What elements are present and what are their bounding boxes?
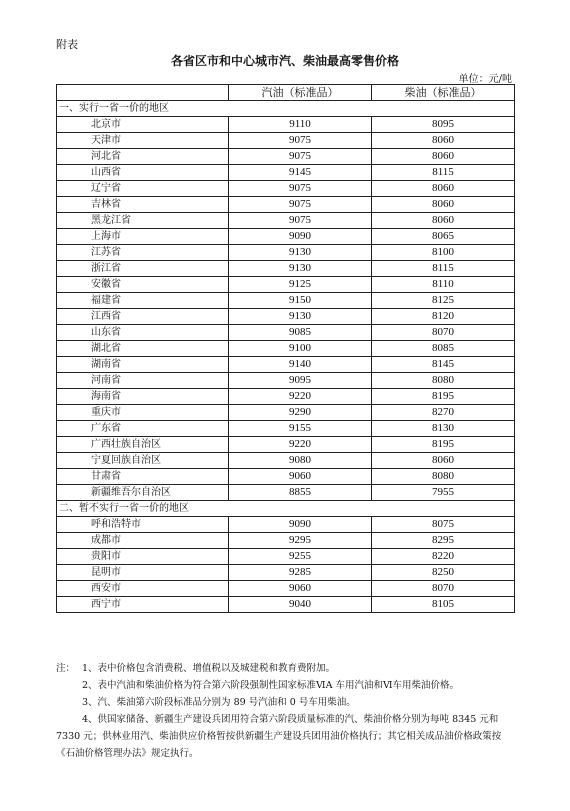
diesel-price-cell: 8085 xyxy=(372,341,515,357)
diesel-price-cell: 8070 xyxy=(372,581,515,597)
table-row xyxy=(57,341,515,357)
gasoline-price-cell: 9060 xyxy=(229,469,372,485)
gasoline-price-cell: 9155 xyxy=(229,421,372,437)
region-cell: 上海市 xyxy=(57,229,229,245)
table-body xyxy=(57,101,515,613)
gasoline-price-cell: 9060 xyxy=(229,581,372,597)
diesel-price-cell: 8250 xyxy=(372,565,515,581)
gasoline-price-cell: 9085 xyxy=(229,325,372,341)
gasoline-price-cell: 9075 xyxy=(229,213,372,229)
table-row xyxy=(57,437,515,453)
region-cell: 西宁市 xyxy=(57,597,229,613)
table-row xyxy=(57,213,515,229)
diesel-price-cell: 8195 xyxy=(372,389,515,405)
region-cell: 福建省 xyxy=(57,293,229,309)
diesel-price-cell: 8075 xyxy=(372,517,515,533)
region-cell: 海南省 xyxy=(57,389,229,405)
diesel-price-cell: 8060 xyxy=(372,149,515,165)
gasoline-price-cell: 9140 xyxy=(229,357,372,373)
region-cell: 吉林省 xyxy=(57,197,229,213)
table-row xyxy=(57,117,515,133)
price-table xyxy=(56,84,515,613)
table-row xyxy=(57,149,515,165)
region-cell: 黑龙江省 xyxy=(57,213,229,229)
diesel-price-cell: 8080 xyxy=(372,373,515,389)
region-cell: 河北省 xyxy=(57,149,229,165)
section-title: 一、实行一省一价的地区 xyxy=(57,101,515,117)
table-row xyxy=(57,565,515,581)
diesel-price-cell: 8080 xyxy=(372,469,515,485)
table-row xyxy=(57,421,515,437)
region-cell: 新疆维吾尔自治区 xyxy=(57,485,229,501)
diesel-price-cell: 8130 xyxy=(372,421,515,437)
table-row xyxy=(57,581,515,597)
region-cell: 成都市 xyxy=(57,533,229,549)
region-cell: 北京市 xyxy=(57,117,229,133)
gasoline-price-cell: 9080 xyxy=(229,453,372,469)
region-cell: 贵阳市 xyxy=(57,549,229,565)
region-cell: 呼和浩特市 xyxy=(57,517,229,533)
section-header-row xyxy=(57,501,515,517)
gasoline-price-cell: 9145 xyxy=(229,165,372,181)
region-cell: 湖北省 xyxy=(57,341,229,357)
table-row xyxy=(57,485,515,501)
gasoline-price-cell: 9110 xyxy=(229,117,372,133)
header-region xyxy=(57,85,229,101)
diesel-price-cell: 8115 xyxy=(372,165,515,181)
gasoline-price-cell: 8855 xyxy=(229,485,372,501)
gasoline-price-cell: 9290 xyxy=(229,405,372,421)
table-header-row xyxy=(57,85,515,101)
unit-label: 单位：元/吨 xyxy=(458,74,512,85)
note-1: 注： 1、表中价格包含消费税、增值税以及城建税和教育费附加。 xyxy=(56,660,516,677)
table-row xyxy=(57,133,515,149)
table-row xyxy=(57,229,515,245)
table-row xyxy=(57,245,515,261)
region-cell: 湖南省 xyxy=(57,357,229,373)
table-row xyxy=(57,453,515,469)
diesel-price-cell: 8110 xyxy=(372,277,515,293)
table-row xyxy=(57,549,515,565)
region-cell: 安徽省 xyxy=(57,277,229,293)
gasoline-price-cell: 9090 xyxy=(229,229,372,245)
diesel-price-cell: 8100 xyxy=(372,245,515,261)
region-cell: 广东省 xyxy=(57,421,229,437)
diesel-price-cell: 8125 xyxy=(372,293,515,309)
table-row xyxy=(57,357,515,373)
diesel-price-cell: 8060 xyxy=(372,453,515,469)
gasoline-price-cell: 9075 xyxy=(229,133,372,149)
region-cell: 江西省 xyxy=(57,309,229,325)
header-gasoline: 汽油（标准品） xyxy=(229,85,372,101)
note-2: 2、表中汽油和柴油价格为符合第六阶段强制性国家标准ⅥA 车用汽油和Ⅵ车用柴油价格。 xyxy=(82,680,460,691)
region-cell: 辽宁省 xyxy=(57,181,229,197)
gasoline-price-cell: 9295 xyxy=(229,533,372,549)
gasoline-price-cell: 9130 xyxy=(229,261,372,277)
region-cell: 山西省 xyxy=(57,165,229,181)
gasoline-price-cell: 9130 xyxy=(229,245,372,261)
diesel-price-cell: 8065 xyxy=(372,229,515,245)
diesel-price-cell: 8060 xyxy=(372,133,515,149)
table-row xyxy=(57,469,515,485)
note-lead: 注： xyxy=(56,663,76,674)
region-cell: 天津市 xyxy=(57,133,229,149)
gasoline-price-cell: 9075 xyxy=(229,149,372,165)
table-row xyxy=(57,517,515,533)
region-cell: 山东省 xyxy=(57,325,229,341)
table-row xyxy=(57,277,515,293)
note-3: 3、汽、柴油第六阶段标准品分别为 89 号汽油和 0 号车用柴油。 xyxy=(82,697,356,708)
note-4: 4、供国家储备、新疆生产建设兵团用符合第六阶段质量标准的汽、柴油价格分别为每吨 8345 元和 7330 元；供林业用汽、柴油供应价格暂按供新疆生产建设兵团用油价格执行；其它相关成品油价格政策按《石油价格管理办法》规定执行。 xyxy=(56,714,502,759)
diesel-price-cell: 8060 xyxy=(372,197,515,213)
region-cell: 浙江省 xyxy=(57,261,229,277)
diesel-price-cell: 8105 xyxy=(372,597,515,613)
table-row xyxy=(57,197,515,213)
gasoline-price-cell: 9150 xyxy=(229,293,372,309)
gasoline-price-cell: 9285 xyxy=(229,565,372,581)
diesel-price-cell: 8220 xyxy=(372,549,515,565)
section-title: 二、暂不实行一省一价的地区 xyxy=(57,501,515,517)
gasoline-price-cell: 9090 xyxy=(229,517,372,533)
table-row xyxy=(57,373,515,389)
diesel-price-cell: 8070 xyxy=(372,325,515,341)
table-row xyxy=(57,597,515,613)
region-cell: 重庆市 xyxy=(57,405,229,421)
diesel-price-cell: 8095 xyxy=(372,117,515,133)
region-cell: 西安市 xyxy=(57,581,229,597)
table-row xyxy=(57,533,515,549)
gasoline-price-cell: 9130 xyxy=(229,309,372,325)
table-row xyxy=(57,405,515,421)
gasoline-price-cell: 9075 xyxy=(229,181,372,197)
diesel-price-cell: 8060 xyxy=(372,213,515,229)
table-row xyxy=(57,293,515,309)
region-cell: 昆明市 xyxy=(57,565,229,581)
region-cell: 甘肃省 xyxy=(57,469,229,485)
gasoline-price-cell: 9220 xyxy=(229,389,372,405)
appendix-label: 附表 xyxy=(56,38,78,51)
header-diesel: 柴油（标准品） xyxy=(372,85,515,101)
gasoline-price-cell: 9220 xyxy=(229,437,372,453)
diesel-price-cell: 8195 xyxy=(372,437,515,453)
region-cell: 江苏省 xyxy=(57,245,229,261)
diesel-price-cell: 8295 xyxy=(372,533,515,549)
gasoline-price-cell: 9100 xyxy=(229,341,372,357)
diesel-price-cell: 8115 xyxy=(372,261,515,277)
document-title: 各省区市和中心城市汽、柴油最高零售价格 xyxy=(170,54,399,68)
diesel-price-cell: 7955 xyxy=(372,485,515,501)
table-row xyxy=(57,389,515,405)
region-cell: 河南省 xyxy=(57,373,229,389)
gasoline-price-cell: 9040 xyxy=(229,597,372,613)
diesel-price-cell: 8270 xyxy=(372,405,515,421)
region-cell: 宁夏回族自治区 xyxy=(57,453,229,469)
gasoline-price-cell: 9255 xyxy=(229,549,372,565)
diesel-price-cell: 8120 xyxy=(372,309,515,325)
table-row xyxy=(57,165,515,181)
table-row xyxy=(57,309,515,325)
region-cell: 广西壮族自治区 xyxy=(57,437,229,453)
table-row xyxy=(57,325,515,341)
diesel-price-cell: 8145 xyxy=(372,357,515,373)
gasoline-price-cell: 9075 xyxy=(229,197,372,213)
notes xyxy=(56,660,516,762)
gasoline-price-cell: 9125 xyxy=(229,277,372,293)
section-header-row xyxy=(57,101,515,117)
table-row xyxy=(57,261,515,277)
gasoline-price-cell: 9095 xyxy=(229,373,372,389)
diesel-price-cell: 8060 xyxy=(372,181,515,197)
table-row xyxy=(57,181,515,197)
